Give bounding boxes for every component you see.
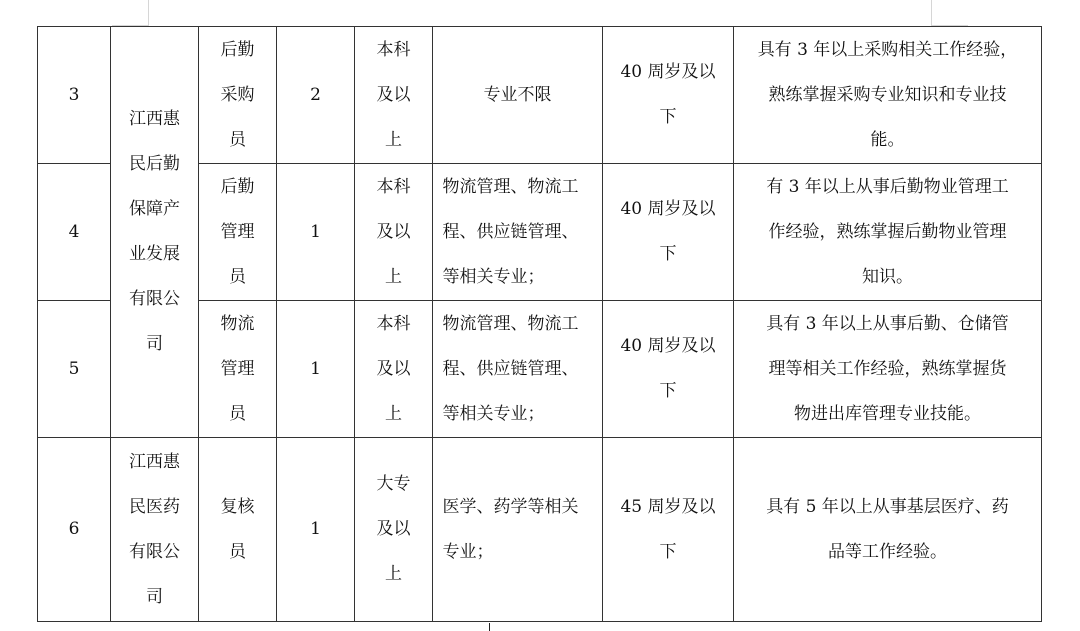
age-cell: 40 周岁及以 下	[603, 27, 734, 164]
requirement-cell: 具有 3 年以上从事后勤、仓储管 理等相关工作经验，熟练掌握货 物进出库管理专业技能。	[734, 301, 1042, 438]
position-cell: 后勤 管理 员	[199, 164, 277, 301]
row-number-cell: 6	[38, 438, 111, 622]
age-cell: 45 周岁及以 下	[603, 438, 734, 622]
count-cell: 1	[277, 164, 355, 301]
requirement-cell: 具有 5 年以上从事基层医疗、药 品等工作经验。	[734, 438, 1042, 622]
company-cell	[111, 438, 199, 622]
age-cell: 40 周岁及以 下	[603, 164, 734, 301]
position-cell: 后勤 采购 员	[199, 27, 277, 164]
count-cell: 1	[277, 301, 355, 438]
education-cell: 大专 及以 上	[355, 438, 433, 622]
education-cell: 本科 及以 上	[355, 301, 433, 438]
count-cell: 1	[277, 438, 355, 622]
age-cell: 40 周岁及以 下	[603, 301, 734, 438]
row-number-cell: 4	[38, 164, 111, 301]
major-cell: 专业不限	[433, 27, 603, 164]
major-cell: 医学、药学等相关 专业；	[433, 438, 603, 622]
page-corner-mark-right-vertical	[931, 0, 932, 26]
position-cell: 物流 管理 员	[199, 301, 277, 438]
text-cursor[interactable]	[489, 623, 490, 631]
major-cell: 物流管理、物流工 程、供应链管理、 等相关专业；	[433, 164, 603, 301]
requirement-cell: 具有 3 年以上采购相关工作经验， 熟练掌握采购专业知识和专业技 能。	[734, 27, 1042, 164]
education-cell: 本科 及以 上	[355, 27, 433, 164]
row-number-cell: 5	[38, 301, 111, 438]
major-cell: 物流管理、物流工 程、供应链管理、 等相关专业；	[433, 301, 603, 438]
company-name: 江西惠 民后勤 保障产 业发展 有限公 司	[129, 109, 180, 354]
count-cell: 2	[277, 27, 355, 164]
table-row	[38, 438, 1042, 622]
page-corner-mark-left-vertical	[148, 0, 149, 26]
education-cell: 本科 及以 上	[355, 164, 433, 301]
company-name: 江西惠 民医药 有限公 司	[129, 451, 180, 607]
position-cell: 复核 员	[199, 438, 277, 622]
row-number-cell: 3	[38, 27, 111, 164]
table-row	[38, 27, 1042, 164]
recruitment-table	[37, 26, 1042, 622]
requirement-cell: 有 3 年以上从事后勤物业管理工 作经验，熟练掌握后勤物业管理 知识。	[734, 164, 1042, 301]
company-cell	[111, 27, 199, 438]
